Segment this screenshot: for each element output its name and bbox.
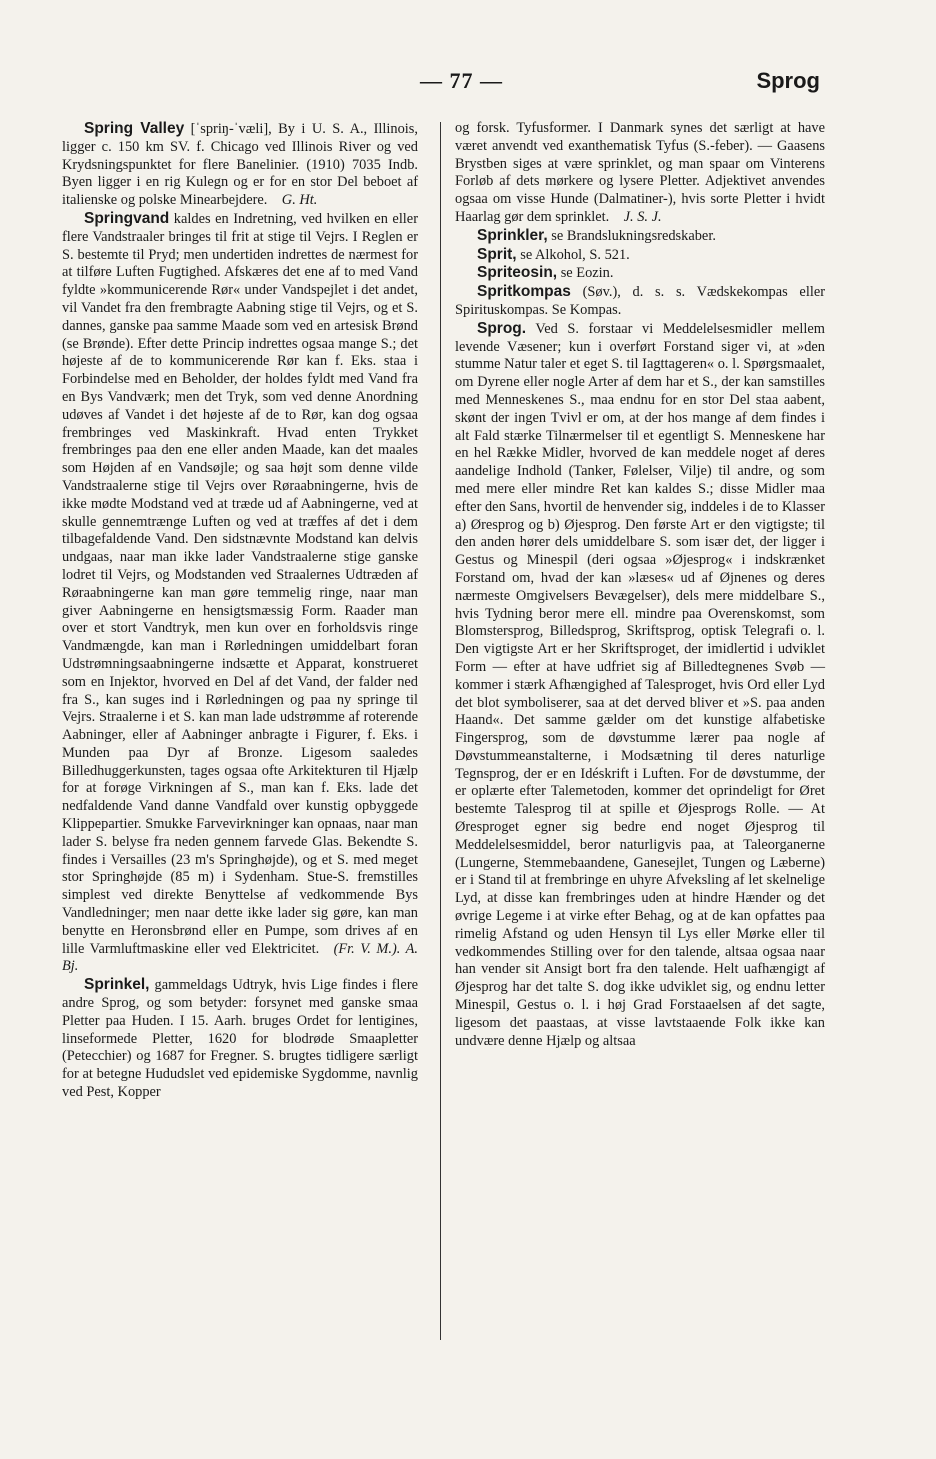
column-divider: [440, 122, 441, 1340]
entry-headword: Sprit,: [477, 245, 517, 263]
dictionary-entry: [455, 246, 825, 265]
entry-signature: G. Ht.: [281, 192, 318, 209]
entry-text: se Alkohol, S. 521.: [516, 246, 630, 263]
dictionary-entry: [62, 210, 418, 976]
entry-headword: Sprinkler,: [477, 226, 548, 244]
entry-headword: Spriteosin,: [477, 264, 558, 282]
entry-text: se Eozin.: [557, 265, 614, 282]
entry-text: se Brandslukningsredskaber.: [547, 227, 716, 244]
dictionary-entry: [455, 227, 825, 246]
running-head: Sprog: [756, 68, 820, 93]
entry-text: [ˈspriŋ-ˈvæli], By i U. S. A., Illinois, ligger c. 150 km SV. f. Chicago ved Illinois River og ved Krydsningspunktet for flere Banelinier. (1910) 7035 Indb. Byen ligger i en rig Kulegn og er for en stor Del beboet af italienske og polske Minearbejdere.: [62, 121, 418, 209]
dictionary-entry: [455, 283, 825, 320]
right-column: [455, 120, 825, 1050]
entry-text: (Søv.), d. s. s. Vædskekompas eller Spirituskompas. Se Kompas.: [455, 284, 825, 318]
dictionary-entry: [62, 120, 418, 210]
dictionary-entry: [62, 976, 418, 1102]
entry-text: og forsk. Tyfusformer. I Danmark synes det særligt at have været anvendt ved exanthematisk Tyfus (S.-feber). — Gaasens Brystben siges at være sprinklet, og man spaar om Vinterens Forløb af dets mørkere og lysere Pletter. Adjektivet anvendes ogsaa om visse Hunde (Dalmatiner-), hvis sorte Pletter i hvidt Haarlag gør dem sprinklet.: [455, 120, 825, 225]
entry-text: Ved S. forstaar vi Meddelelsesmidler mellem levende Væsener; kun i overført Forstand siger vi, at »den stumme Natur taler et eget S. til Iagttageren« o. l. Spørgsmaalet, om Dyrene eller nogle Arter af dem har et S., der kan samstilles med Menneskenes S., maa endnu for en stor Del staa aabent, skønt der ingen Tvivl er om, at der hos mange af dem findes i alt Fald stærke Tilnærmelser til et egentligt S. Menneskene har en hel Række Midler, hvorved de kan meddele noget af deres aandelige Indhold (Tanker, Følelser, Vilje) til andre, og som med mere eller mindre Ret kan kaldes S.; disse Midler maa efter den Sans, hvortil de henvender sig, inddeles i de to Klasser a) Øresprog og b) Øjesprog. Den første Art er den vigtigste; til den anden hører dels umiddelbare S. som især det, der ligger i Gestus og Minespil (deri ogsaa »Øjesprog« i indskrænket Forstand om, hvad der kan »læses« ud af Øjnenes og deres nærmeste Omgivelsers Bevægelser), dels mere middelbare S., hvis Tydning beror mere ell. mindre paa Overenskomst, som Blomstersprog, Billedsprog, Skriftsprog, optisk Telegrafi o. l. Den vigtigste Art er her Skriftsproget, der imidlertid i udviklet Form — efter at have udfriet sig af Billedtegnenes Svøb — kommer i stærk Afhængighed af Talesproget, hvis Ord eller Lyd det blot symboliserer, saa at det derved bliver et »S. paa anden Haand«. Det samme gælder om det kunstige alfabetiske Fingersprog, som de døvstumme lærer paa nogle af Døvstummeanstalterne, i Modsætning til deres naturlige Tegnsprog, der er en Idéskrift i Luften. For de døvstumme, der er oplærte efter Talemetoden, kommer det oprindeligt for Øret bestemte Talesprog til at spille et Øjesprogs Rolle. — At Øresproget egner sig bedre end noget Øjesprog til Meddelelsesmiddel, beror naturligvis paa, at Taleorganerne (Lungerne, Stemmebaandene, Ganesejlet, Tungen og Læberne) er i Stand til at frembringe en uhyre Afveksling af let skelnelige Lyd, at disse kan frembringes uden at hindre Hænder og det øvrige Legeme i at virke efter Behag, og at de kan opfattes paa rimelig Afstand og uden Hensyn til Lys eller Mørke eller til vedkommendes Stilling over for den talende, altsaa ogsaa naar han vender sit Ansigt bort fra den talende. Helt uafhængigt af Øjesprog har det talte S. dog ikke udviklet sig, og endnu letter Minespil, Gestus o. l. i høj Grad Forstaaelsen af det sagte, ligesom det paastaas, at visse lavtstaaende Folk ikke kan undvære denne Hjælp og altsaa: [455, 320, 825, 1049]
entry-signature: J. S. J.: [623, 208, 662, 225]
dictionary-entry: [455, 120, 825, 227]
entry-text: gammeldags Udtryk, hvis Lige findes i flere andre Sprog, og som betyder: forsynet med ganske smaa Pletter paa Huden. I 15. Aarh. bruges Ordet for lentigines, linseformede Pletter, 1620 for blodrøde Smaapletter (Petecchier) og 1687 for Fregner. S. brugtes tidligere særligt for at betegne Hududslet ved epidemiske Sygdomme, navnlig ved Pest, Kopper: [62, 977, 418, 1101]
entry-headword: Springvand: [84, 209, 170, 227]
left-column: [62, 120, 418, 1102]
entry-headword: Spring Valley: [84, 120, 185, 137]
entry-text: kaldes en Indretning, ved hvilken en eller flere Vandstraaler bringes til frit at stige til Vejrs. I Reglen er S. bestemte til Pryd; men undertiden indrettes de nærmest for at tilføre Luften Fugtighed. Afskæres det ene af to med Vand fyldte »kommunicerende Rør« under Vandspejlet i det andet, vil Vandet fra den frembragte Aabning stige til Vejrs, og et S. dannes, ganske paa samme Maade som ved en artesisk Brønd (se Brønde). Efter dette Princip indrettes ogsaa mange S.; det højeste af de to kommunicerende Rør kan f. Eks. staa i Forbindelse med en Beholder, der holdes fyldt med Vand fra en Bys Vandværk; men det Tryk, som ved denne Anordning udøves af Vandet i det højeste af de to Rør, kan dog ogsaa frembringes ved Maskinkraft. Hvad enten Trykket frembringes paa den ene eller anden Maade, kan det maales som Højden af en Vandsøjle; og saa højt som denne vilde Vandstraalerne stige til Vejrs over Røraabningerne, hvis de ikke mødte Modstand ved at træde ud af Aabningerne, ved at skulle gennemtrænge Luften og ved at træffes af det i dem tilbagefaldende Vand. Den sidstnævnte Modstand kan delvis undgaas, naar man ikke lader Vandstraalerne stige ganske lodret til Vejrs, og Modstanden ved Straalernes Udtræden af Røraabningerne kan man gøre temmelig ringe, naar man giver Aabningerne en hensigtsmæssig Form. Raader man over et stort Vandtryk, men kun over en forholdsvis ringe Vandmængde, kan man i Rørledningen umiddelbart foran Udstrømningsaabningerne indsætte et Apparat, konstrueret som en Injektor, hvorved en Del af det Vand, der falder ned fra S., kan suges ind i Rørledningen og paa ny springe til Vejrs. Straalerne i et S. kan man lade udstrømme af roterende Aabninger, eller af Aabninger anbragte i Figurer, f. Eks. i Munden paa Dyr af Bronze. Ligesom saaledes Billedhuggerkunsten, tages ogsaa ofte Arkitekturen til Hjælp for at forøge Virkningen af S., man kan f. Eks. lade det nedfaldende Vand danne Vandfald over kunstig opbyggede Klippepartier. Smukke Farvevirkninger kan opnaas, naar man lader S. belyse fra neden gennem farvede Glas. Bekendte S. findes i Versailles (23 m's Springhøjde), og et S. med meget stor Springhøjde (85 m) i Sydenham. Stue-S. fremstilles simplest ved direkte Benyttelse af vedkommende Bys Vandledninger; men naar dette ikke lader sig gøre, kan man benytte en Heronsbrønd eller en Pumpe, som drives af en lille Varmluftmaskine eller ved Elektricitet.: [62, 210, 418, 957]
dictionary-entry: [455, 264, 825, 283]
dictionary-entry: [455, 320, 825, 1051]
entry-headword: Sprog.: [477, 319, 527, 337]
page-header: [60, 68, 820, 102]
page-number: — 77 —: [420, 68, 503, 93]
entry-headword: Sprinkel,: [84, 976, 150, 994]
entry-signature: (Fr. V. M.). A. Bj.: [62, 940, 418, 975]
entry-headword: Spritkompas: [477, 283, 571, 301]
